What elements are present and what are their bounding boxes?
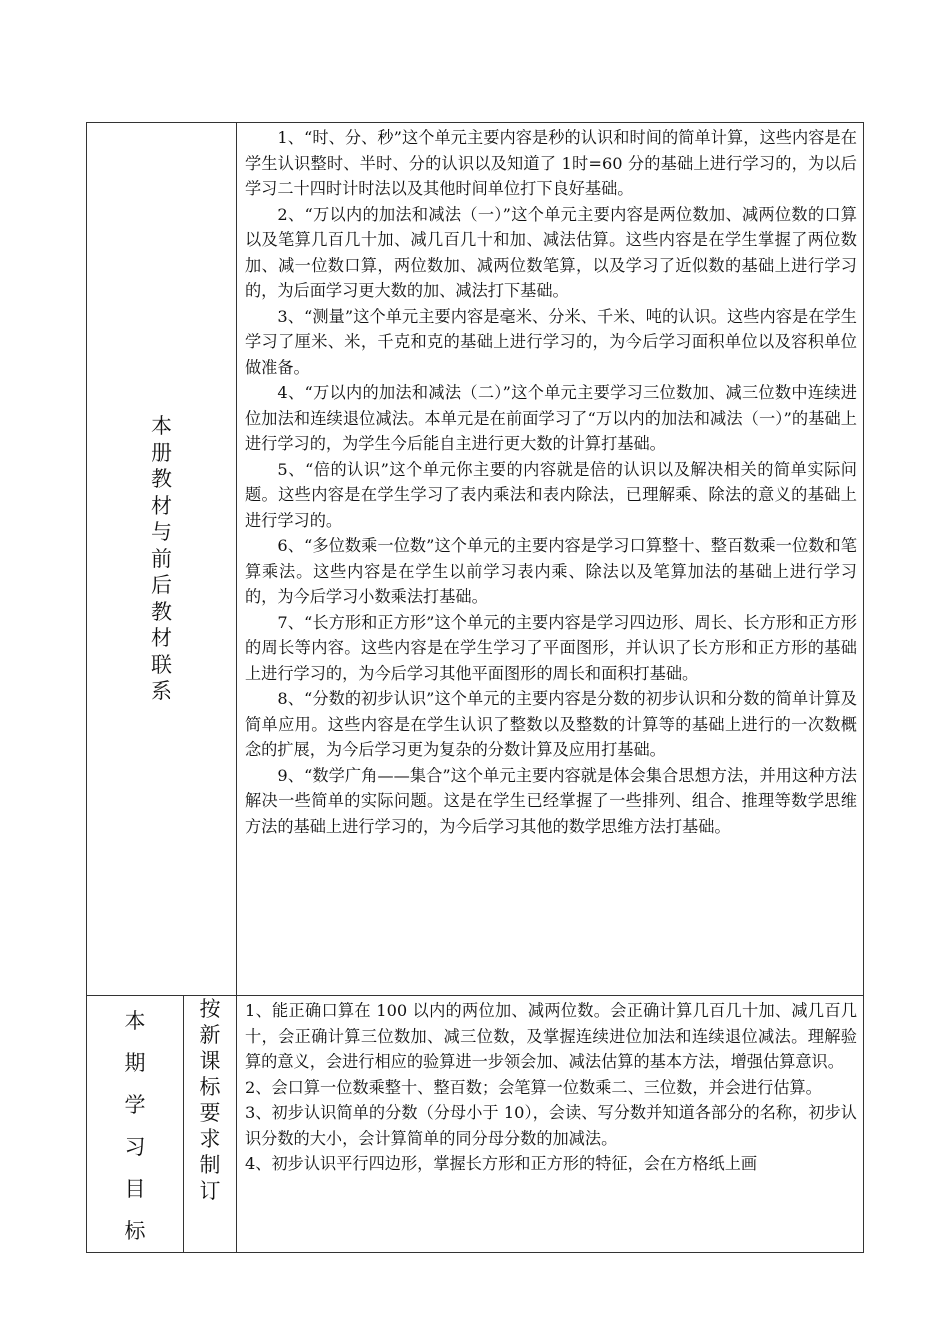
goal-label-char: 目 [124, 1177, 146, 1201]
goal-items [245, 998, 857, 1177]
document-page [86, 122, 863, 1253]
goal-item: 3、初步认识简单的分数（分母小于 10），会读、写分数并知道各部分的名称，初步认识分数的大小，会计算简单的同分母分数的加减法。 [245, 1103, 857, 1148]
plan-table [86, 122, 864, 1253]
relation-label-char: 教 [151, 599, 172, 624]
goal-item: 4、初步认识平行四边形，掌握长方形和正方形的特征，会在方格纸上画 [245, 1154, 758, 1173]
goal-label-char: 学 [124, 1093, 146, 1117]
goal-sublabel-char: 课 [199, 1049, 221, 1073]
goal-sublabel-char: 制 [199, 1153, 221, 1177]
relation-label-char: 前 [151, 546, 172, 571]
relation-paragraph: 9、“数学广角——集合”这个单元主要内容就是体会集合思想方法，并用这种方法解决一些简单的实际问题。这是在学生已经掌握了一些排列、组合、推理等数学思维方法的基础上进行学习的，为今后学习其他的数学思维方法打基础。 [245, 765, 857, 836]
relation-paragraph: 5、“倍的认识”这个单元你主要的内容就是倍的认识以及解决相关的简单实际问题。这些内容是在学生学习了表内乘法和表内除法，已理解乘、除法的意义的基础上进行学习的。 [245, 459, 857, 530]
goal-sublabel-char: 要 [199, 1101, 221, 1125]
goal-label-char: 本 [124, 1009, 146, 1033]
goal-label-char: 习 [124, 1135, 146, 1159]
goal-label [87, 1000, 183, 1252]
goal-row [87, 996, 864, 1253]
goal-sublabel-char: 标 [199, 1075, 221, 1099]
relation-label-char: 联 [151, 652, 172, 677]
relation-paragraphs [245, 125, 857, 839]
relation-label [87, 413, 236, 705]
relation-label-char: 材 [151, 626, 172, 651]
goal-sublabel-char: 新 [199, 1023, 221, 1047]
relation-label-char: 系 [151, 679, 172, 704]
relation-label-char: 材 [151, 493, 172, 518]
goal-item: 1、能正确口算在 100 以内的两位加、减两位数。会正确计算几百几十加、减几百几十，会正确计算三位数加、减三位数，及掌握连续进位加法和连续退位减法。理解验算的意义，会进行相应的验算进一步领会加、减法估算的基本方法，增强估算意识。 [245, 1001, 857, 1071]
relation-row [87, 123, 864, 996]
relation-paragraph: 3、“测量”这个单元主要内容是毫米、分米、千米、吨的认识。这些内容是在学生学习了厘米、米，千克和克的基础上进行学习的，为今后学习面积单位以及容积单位做准备。 [245, 306, 857, 377]
relation-label-char: 教 [151, 467, 172, 492]
relation-paragraph: 4、“万以内的加法和减法（二）”这个单元主要学习三位数加、减三位数中连续进位加法和连续退位减法。本单元是在前面学习了“万以内的加法和减法（一）”的基础上进行学习的，为学生今后能自主进行更大数的计算打基础。 [245, 383, 857, 453]
goal-item: 2、会口算一位数乘整十、整百数；会笔算一位数乘二、三位数，并会进行估算。 [245, 1077, 822, 1097]
relation-label-cell [87, 123, 237, 996]
goal-sublabel-char: 求 [199, 1127, 221, 1151]
relation-paragraph: 8、“分数的初步认识”这个单元的主要内容是分数的初步认识和分数的简单计算及简单应用。这些内容是在学生认识了整数以及整数的计算等的基础上进行的一次数概念的扩展，为今后学习更为复杂的分数计算及应用打基础。 [245, 689, 857, 759]
relation-paragraph: 6、“多位数乘一位数”这个单元的主要内容是学习口算整十、整百数乘一位数和笔算乘法。这些内容是在学生以前学习表内乘、除法以及笔算加法的基础上进行学习的，为今后学习小数乘法打基础。 [245, 536, 857, 606]
goal-sublabel-cell [184, 996, 237, 1253]
relation-label-char: 后 [151, 573, 172, 598]
goal-sublabel-char: 订 [199, 1179, 221, 1203]
relation-label-char: 与 [151, 520, 172, 545]
goal-sublabel-char: 按 [199, 997, 221, 1021]
relation-content-cell [237, 123, 864, 996]
goal-content-cell [237, 996, 864, 1253]
relation-paragraph: 7、“长方形和正方形”这个单元的主要内容是学习四边形、周长、长方形和正方形的周长等内容。这些内容是在学生学习了平面图形，并认识了长方形和正方形的基础上进行学习的，为今后学习其他平面图形的周长和面积打基础。 [245, 612, 857, 683]
relation-label-char: 册 [151, 440, 172, 465]
goal-label-char: 标 [124, 1219, 146, 1243]
relation-paragraph: 1、“时、分、秒”这个单元主要内容是秒的认识和时间的简单计算，这些内容是在学生认识整时、半时、分的认识以及知道了 1时=60 分的基础上进行学习的，为以后学习二十四时计时法以及其他时间单位打下良好基础。 [245, 128, 857, 198]
goal-sublabel [184, 996, 236, 1204]
goal-label-char: 期 [124, 1051, 146, 1075]
goal-label-cell [87, 996, 184, 1253]
relation-paragraph: 2、“万以内的加法和减法（一）”这个单元主要内容是两位数加、减两位数的口算以及笔算几百几十加、减几百几十和加、减法估算。这些内容是在学生掌握了两位数加、减一位数口算，两位数加、减两位数笔算，以及学习了近似数的基础上进行学习的，为后面学习更大数的加、减法打下基础。 [245, 204, 857, 300]
relation-label-char: 本 [151, 414, 172, 439]
